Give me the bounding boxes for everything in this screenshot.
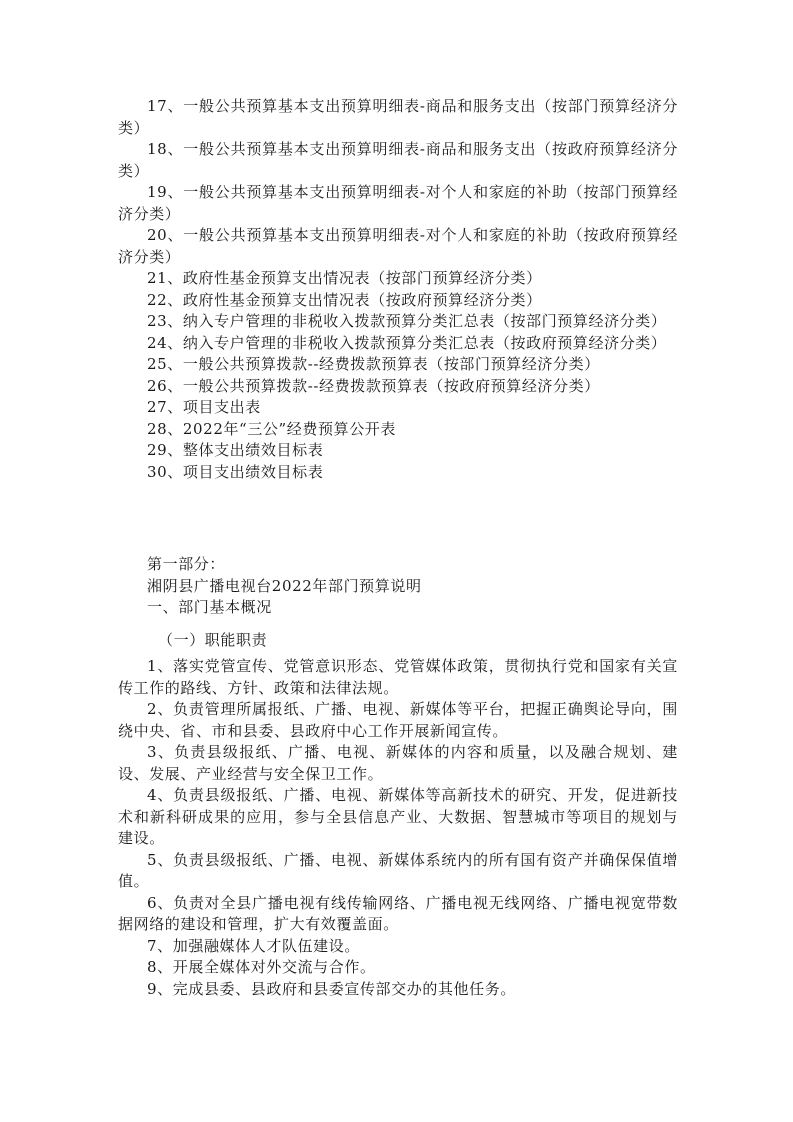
duty-item: 5、负责县级报纸、广播、电视、新媒体系统内的所有国有资产并确保保值增值。: [118, 850, 678, 890]
toc-item: 18、一般公共预算基本支出预算明细表-商品和服务支出（按政府预算经济分类）: [118, 140, 678, 180]
part-title: 湘阴县广播电视台2022年部门预算说明: [147, 576, 422, 595]
subsection-heading-wrap: [118, 630, 678, 652]
toc-item: 25、一般公共预算拨款--经费拨款预算表（按部门预算经济分类）: [147, 355, 600, 373]
toc-item: 20、一般公共预算基本支出预算明细表-对个人和家庭的补助（按政府预算经济分类）: [118, 226, 678, 266]
toc-item: 24、纳入专户管理的非税收入拨款预算分类汇总表（按政府预算经济分类）: [147, 333, 667, 352]
toc-item: 27、项目支出表: [147, 398, 261, 416]
toc-item: 17、一般公共预算基本支出预算明细表-商品和服务支出（按部门预算经济分类）: [118, 97, 678, 137]
section-heading: 一、部门基本概况: [147, 598, 272, 616]
toc-item: 26、一般公共预算拨款--经费拨款预算表（按政府预算经济分类）: [147, 376, 600, 395]
duty-item: 9、完成县委、县政府和县委宣传部交办的其他任务。: [147, 979, 516, 998]
duty-item: 6、负责对全县广播电视有线传输网络、广播电视无线网络、广播电视宽带数据网络的建设和管理，扩大有效覆盖面。: [118, 893, 678, 933]
part-heading: [118, 554, 678, 619]
toc-item: 23、纳入专户管理的非税收入拨款预算分类汇总表（按部门预算经济分类）: [147, 312, 667, 330]
duty-item: 1、落实党管宣传、党管意识形态、党管媒体政策，贯彻执行党和国家有关宣传工作的路线、方针、政策和法律法规。: [118, 657, 678, 697]
duty-item: 4、负责县级报纸、广播、电视、新媒体等高新技术的研究、开发，促进新技术和新科研成果的应用，参与全县信息产业、大数据、智慧城市等项目的规划与建设。: [118, 786, 678, 847]
toc-item: 30、项目支出绩效目标表: [147, 462, 324, 481]
part-label: 第一部分：: [147, 555, 226, 573]
toc-item: 19、一般公共预算基本支出预算明细表-对个人和家庭的补助（按部门预算经济分类）: [118, 183, 678, 223]
duty-item: 7、加强融媒体人才队伍建设。: [147, 936, 360, 955]
toc-item: 29、整体支出绩效目标表: [147, 441, 324, 459]
toc-item: 21、政府性基金预算支出情况表（按部门预算经济分类）: [147, 269, 542, 287]
toc-item: 22、政府性基金预算支出情况表（按政府预算经济分类）: [147, 290, 542, 309]
duties-list: [118, 656, 678, 1000]
subsection-heading: （一）职能职责: [158, 631, 268, 649]
duty-item: 2、负责管理所属报纸、广播、电视、新媒体等平台，把握正确舆论导向，围绕中央、省、市和县委、县政府中心工作开展新闻宣传。: [118, 700, 678, 740]
duty-item: 3、负责县级报纸、广播、电视、新媒体的内容和质量，以及融合规划、建设、发展、产业经营与安全保卫工作。: [118, 743, 678, 783]
toc-item: 28、2022年“三公”经费预算公开表: [147, 419, 396, 438]
toc-list: [118, 96, 678, 483]
duty-item: 8、开展全媒体对外交流与合作。: [147, 958, 376, 976]
